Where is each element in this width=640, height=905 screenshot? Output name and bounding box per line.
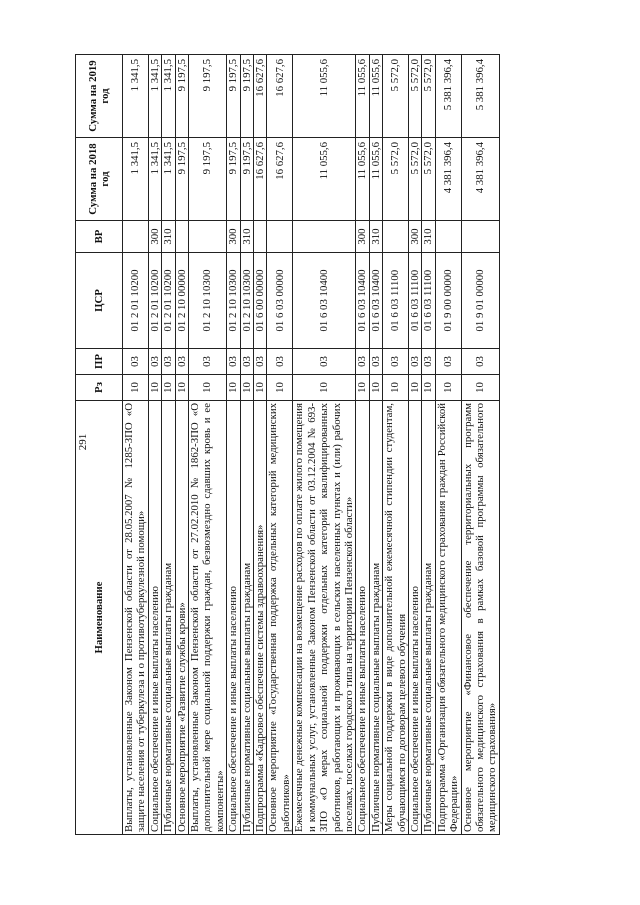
table-row: [267, 55, 293, 835]
cell-rz: 10: [369, 375, 382, 401]
cell-vr: 300: [356, 221, 369, 253]
cell-sum-2019: 5 381 396,4: [461, 55, 499, 138]
header-rz: Рз: [76, 375, 123, 401]
cell-rz: 10: [356, 375, 369, 401]
table-row: [123, 55, 149, 835]
cell-csr: 01 6 03 11100: [422, 253, 435, 349]
table-row: [408, 55, 421, 835]
cell-pr: 03: [356, 349, 369, 375]
cell-sum-2018: 4 381 396,4: [435, 138, 461, 221]
header-csr: ЦСР: [76, 253, 123, 349]
cell-sum-2019: 9 197,5: [227, 55, 240, 138]
table-row: [461, 55, 499, 835]
cell-rz: 10: [240, 375, 253, 401]
cell-vr: [254, 221, 267, 253]
cell-sum-2018: 11 055,6: [293, 138, 356, 221]
cell-vr: 300: [227, 221, 240, 253]
cell-rz: 10: [408, 375, 421, 401]
cell-name: Социальное обеспечение и иные выплаты населению: [148, 401, 161, 835]
cell-sum-2019: 5 572,0: [422, 55, 435, 138]
cell-sum-2019: 9 197,5: [175, 55, 188, 138]
cell-name: Выплаты, установленные Законом Пензенской области от 27.02.2010 № 1862-ЗПО «О дополнительной мере социальной поддержки граждан, безвозмездно сдавших кровь и ее компоненты»: [189, 401, 227, 835]
cell-pr: 03: [383, 349, 409, 375]
cell-csr: 01 2 10 10300: [227, 253, 240, 349]
header-row: [76, 55, 123, 835]
cell-csr: 01 6 03 10400: [293, 253, 356, 349]
cell-sum-2018: 1 341,5: [123, 138, 149, 221]
cell-csr: 01 2 01 10200: [123, 253, 149, 349]
cell-vr: 310: [162, 221, 175, 253]
table-row: [383, 55, 409, 835]
cell-sum-2019: 16 627,6: [254, 55, 267, 138]
cell-sum-2018: 16 627,6: [254, 138, 267, 221]
cell-sum-2019: 5 381 396,4: [435, 55, 461, 138]
cell-sum-2018: 9 197,5: [189, 138, 227, 221]
cell-pr: 03: [227, 349, 240, 375]
table-row: [148, 55, 161, 835]
cell-pr: 03: [267, 349, 293, 375]
cell-csr: 01 2 10 10300: [189, 253, 227, 349]
cell-sum-2018: 11 055,6: [356, 138, 369, 221]
cell-csr: 01 9 01 00000: [461, 253, 499, 349]
cell-csr: 01 6 03 11100: [383, 253, 409, 349]
cell-vr: 310: [369, 221, 382, 253]
cell-csr: 01 2 10 00000: [175, 253, 188, 349]
table-row: [293, 55, 356, 835]
cell-vr: [293, 221, 356, 253]
cell-rz: 10: [422, 375, 435, 401]
cell-name: Социальное обеспечение и иные выплаты населению: [408, 401, 421, 835]
cell-sum-2019: 1 341,5: [148, 55, 161, 138]
cell-name: Публичные нормативные социальные выплаты гражданам: [369, 401, 382, 835]
table-row: [356, 55, 369, 835]
cell-csr: 01 6 03 11100: [408, 253, 421, 349]
cell-name: Подпрограмма «Организация обязательного медицинского страхования граждан Российской Федерации»: [435, 401, 461, 835]
cell-sum-2019: 16 627,6: [267, 55, 293, 138]
cell-vr: [175, 221, 188, 253]
cell-csr: 01 2 01 10200: [148, 253, 161, 349]
cell-sum-2019: 11 055,6: [369, 55, 382, 138]
cell-name: Основное мероприятие «Развитие службы крови»: [175, 401, 188, 835]
cell-sum-2018: 4 381 396,4: [461, 138, 499, 221]
cell-vr: 310: [422, 221, 435, 253]
cell-sum-2018: 1 341,5: [148, 138, 161, 221]
cell-sum-2019: 1 341,5: [123, 55, 149, 138]
cell-pr: 03: [293, 349, 356, 375]
cell-sum-2019: 5 572,0: [408, 55, 421, 138]
cell-csr: 01 6 03 10400: [356, 253, 369, 349]
cell-pr: 03: [369, 349, 382, 375]
cell-pr: 03: [189, 349, 227, 375]
cell-rz: 10: [148, 375, 161, 401]
cell-sum-2018: 9 197,5: [227, 138, 240, 221]
cell-sum-2018: 11 055,6: [369, 138, 382, 221]
cell-csr: 01 6 00 00000: [254, 253, 267, 349]
cell-vr: 300: [148, 221, 161, 253]
table-row: [189, 55, 227, 835]
cell-vr: [267, 221, 293, 253]
cell-pr: 03: [422, 349, 435, 375]
cell-rz: 10: [293, 375, 356, 401]
cell-name: Публичные нормативные социальные выплаты гражданам: [240, 401, 253, 835]
cell-pr: 03: [148, 349, 161, 375]
cell-rz: 10: [175, 375, 188, 401]
cell-vr: [461, 221, 499, 253]
cell-vr: [383, 221, 409, 253]
cell-rz: 10: [267, 375, 293, 401]
cell-pr: 03: [461, 349, 499, 375]
cell-name: Подпрограмма «Кадровое обеспечение системы здравоохранения»: [254, 401, 267, 835]
table-row: [422, 55, 435, 835]
cell-rz: 10: [123, 375, 149, 401]
cell-csr: 01 9 00 00000: [435, 253, 461, 349]
page-number: 291: [77, 433, 89, 451]
header-sum-2019: Сумма на 2019 год: [76, 55, 123, 138]
table-row: [240, 55, 253, 835]
cell-csr: 01 6 03 00000: [267, 253, 293, 349]
cell-name: Публичные нормативные социальные выплаты гражданам: [162, 401, 175, 835]
cell-sum-2019: 9 197,5: [189, 55, 227, 138]
cell-rz: 10: [383, 375, 409, 401]
cell-rz: 10: [162, 375, 175, 401]
cell-name: Основное мероприятие «Финансовое обеспечение территориальных программ обязательного медицинского страхования в рамках базовой программы обязательного медицинского страхования»: [461, 401, 499, 835]
cell-sum-2018: 5 572,0: [408, 138, 421, 221]
cell-name: Меры социальной поддержки в виде дополнительной ежемесячной стипендии студентам, обучающимся по договорам целевого обучения: [383, 401, 409, 835]
cell-name: Публичные нормативные социальные выплаты гражданам: [422, 401, 435, 835]
cell-sum-2019: 9 197,5: [240, 55, 253, 138]
cell-name: Основное мероприятие «Государственная поддержка отдельных категорий медицинских работников»: [267, 401, 293, 835]
cell-pr: 03: [162, 349, 175, 375]
cell-sum-2019: 11 055,6: [293, 55, 356, 138]
table-row: [435, 55, 461, 835]
cell-name: Выплаты, установленные Законом Пензенской области от 28.05.2007 № 1285-ЗПО «О защите населения от туберкулеза и о противотуберкулезной помощи»: [123, 401, 149, 835]
cell-csr: 01 2 01 10200: [162, 253, 175, 349]
cell-pr: 03: [175, 349, 188, 375]
cell-sum-2019: 5 572,0: [383, 55, 409, 138]
cell-csr: 01 2 10 10300: [240, 253, 253, 349]
cell-pr: 03: [123, 349, 149, 375]
cell-vr: 310: [240, 221, 253, 253]
budget-table: [75, 54, 500, 835]
table-body: [123, 55, 500, 835]
cell-name: Социальное обеспечение и иные выплаты населению: [227, 401, 240, 835]
cell-sum-2019: 1 341,5: [162, 55, 175, 138]
table-row: [227, 55, 240, 835]
header-vr: ВР: [76, 221, 123, 253]
header-pr: ПР: [76, 349, 123, 375]
cell-sum-2018: 9 197,5: [240, 138, 253, 221]
cell-rz: 10: [461, 375, 499, 401]
cell-vr: 300: [408, 221, 421, 253]
cell-vr: [189, 221, 227, 253]
header-sum-2018: Сумма на 2018 год: [76, 138, 123, 221]
cell-sum-2018: 9 197,5: [175, 138, 188, 221]
cell-sum-2018: 5 572,0: [422, 138, 435, 221]
table-row: [254, 55, 267, 835]
cell-rz: 10: [227, 375, 240, 401]
cell-rz: 10: [254, 375, 267, 401]
cell-csr: 01 6 03 10400: [369, 253, 382, 349]
cell-pr: 03: [240, 349, 253, 375]
table-row: [369, 55, 382, 835]
cell-sum-2018: 16 627,6: [267, 138, 293, 221]
cell-pr: 03: [435, 349, 461, 375]
cell-name: Социальное обеспечение и иные выплаты населению: [356, 401, 369, 835]
cell-vr: [123, 221, 149, 253]
cell-pr: 03: [254, 349, 267, 375]
cell-sum-2019: 11 055,6: [356, 55, 369, 138]
cell-sum-2018: 1 341,5: [162, 138, 175, 221]
table-row: [162, 55, 175, 835]
cell-vr: [435, 221, 461, 253]
header-name: Наименование: [76, 401, 123, 835]
table-row: [175, 55, 188, 835]
cell-rz: 10: [189, 375, 227, 401]
cell-sum-2018: 5 572,0: [383, 138, 409, 221]
cell-name: Ежемесячные денежные компенсации на возмещение расходов по оплате жилого помещения и коммунальных услуг, установленные Законом Пензенской области от 03.12.2004 № 693-ЗПО «О мерах социальной поддержки отдельных категорий квалифицированных работников, работающих и проживающих в сельских населенных пунктах и (или) рабочих поселках, поселках городского типа на территории Пензенской области»: [293, 401, 356, 835]
cell-rz: 10: [435, 375, 461, 401]
rotated-page: [75, 55, 585, 835]
cell-pr: 03: [408, 349, 421, 375]
